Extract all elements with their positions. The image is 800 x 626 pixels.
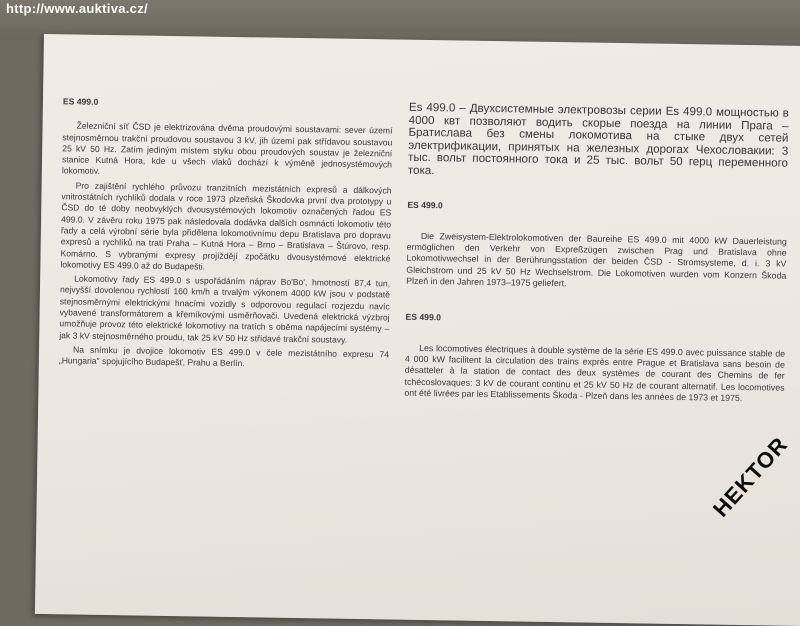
czech-heading: ES 499.0 <box>62 96 99 107</box>
hektor-stamp: HEKTOR <box>708 431 793 522</box>
watermark-url: http://www.auktiva.cz/ <box>6 1 148 16</box>
french-heading: ES 499.0 <box>405 311 442 322</box>
czech-column <box>59 96 393 372</box>
german-text: Die Zweisystem-Elektrolokomotiven der Baureihe ES 499.0 mit 4000 kW Dauerleistung ermöglichen den Verkehr von Expreßzügen zwischen Prag und Bratislava ohne Lokomotivwechsel in der Berührungsstation der beiden ČSD - Stromsysteme, d. i. 3 kV Gleichstrom und 25 kV 50 Hz Wechselstrom. Die Lokomotiven wurden vom Konzern Škoda Plzeň in den Jahren 1973–1975 geliefert. <box>406 230 787 289</box>
czech-paragraph-3: Lokomotivy řady ES 499.0 s uspořádáním náprav Bo'Bo', hmotností 87,4 tun, nejvyšší dovolenou rychlostí 160 km/h a trvalým výkonem 4000 kW jsou v podstatě stejnosměrnými elektrickými hnacími vozidly s odporovou regulací rozjezdu navíc vybavené transformátorem a křemíkovými usměrňovači. Uvedená elektrická výzbroj umožňuje provoz této elektrické lokomotivy na tratích s oběma napájecími systémy – jak 3 kV stejnosměrného proudu, tak 25 kV 50 Hz střídavé trakční soustavy. <box>59 273 391 345</box>
postcard-back <box>35 34 800 626</box>
czech-paragraph-2: Pro zajištění rychlého průvozu tranzitních mezistátních expresů a dálkových vnitrostátních rychlíků dodala v roce 1973 plzeňská Škodovka první dva prototypy u ČSD do té doby neobvyklých dvousystémových lokomotiv označených řadou ES 499.0. V závěru roku 1975 pak následovala dodávka dalších osmnácti lokomotiv této řady a celá výrobní série byla přidělena lokomotivnímu depu Bratislava pro dopravu expresů a rychlíků na trati Praha – Kutná Hora – Brno – Bratislava – Štúrovo, resp. Komárno. S vybranými expresy projíždějí zpočátku dvousystémové elektrické lokomotivy ES 499.0 až do Budapešti. <box>60 180 392 272</box>
translations-column <box>404 102 789 406</box>
french-text: Les locomotives électriques à double système de la série ES 499.0 avec puissance stable de 4 000 kW facilitent la circulation des trains exprès entre Prague et Bratislava sans besoin de désatteler à la station de contact des deux systèmes de courant des Chemins de fer tchécoslovaques: 3 kV de courant continu et 25 kV 50 Hz de courant alternatif. Les locomotives ont été livrées par les Etablissements Škoda - Plzeň dans les années de 1973 et 1975. <box>404 342 786 404</box>
german-heading: ES 499.0 <box>407 199 443 210</box>
czech-paragraph-1: Železniční síť ČSD je elektrizována dvěma proudovými soustavami: sever území stejnosměrnou trakční proudovou soustavou 3 kV, jih území pak střídavou soustavou 25 kV 50 Hz. Zatím jediným místem styku obou proudových soustav je železniční stanice Kutná Hora, kde u všech vlaků dochází k výměně jednosystémových lokomotiv. <box>61 120 393 177</box>
russian-text: Es 499.0 – Двухсистемные электровозы серии Es 499.0 мощностью в 4000 квт позволяют водить скорые поезда на линии Прага – Братислава без смены локомотива на стыке двух сетей электрификации, принятых на железных дорогах Чехословакии: 3 тыс. вольт постоянного тока и 25 тыс. вольт 50 герц переменного тока. <box>407 100 789 178</box>
czech-paragraph-4: Na snímku je dvojice lokomotiv ES 499.0 v čele mezistátního expresu 74 „Hungaria" spojujícího Budapešť, Prahu a Berlín. <box>58 344 390 369</box>
